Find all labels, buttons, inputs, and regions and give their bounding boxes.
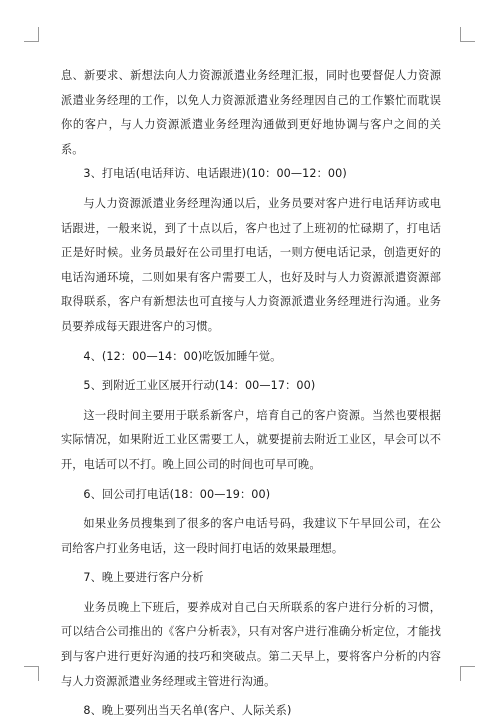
- section-heading-4: 4、(12：00—14：00)吃饭加睡午觉。: [83, 349, 282, 363]
- section-heading-7: 7、晚上要进行客户分析: [83, 571, 204, 585]
- section-heading-5: 5、到附近工业区展开行动(14：00—17：00): [83, 379, 316, 393]
- crop-mark-top-left: [24, 27, 39, 42]
- paragraph-client-analysis: 业务员晚上下班后，要养成对自己白天所联系的客户进行分析的习惯，可以结合公司推出的《客户分析表》，只有对客户进行准确分析定位，才能找到与客户进行更好沟通的技巧和突破点。第二天早上，要将客户分析的内容与人力资源派遣业务经理或主管进行沟通。: [61, 600, 441, 688]
- document-body: [61, 64, 441, 724]
- crop-mark-bottom-right: [460, 666, 475, 681]
- section-heading-6: 6、回公司打电话(18：00—19：00): [83, 487, 271, 501]
- paragraph-office-calls: 如果业务员搜集到了很多的客户电话号码，我建议下午早回公司，在公司给客户打业务电话，这一段时间打电话的效果最理想。: [61, 517, 441, 555]
- paragraph-phone-visit: 与人力资源派遣业务经理沟通以后，业务员要对客户进行电话拜访或电话跟进，一般来说，到了十点以后，客户也过了上班初的忙碌期了，打电话正是好时候。业务员最好在公司里打电话，一则方便电话记录，创造更好的电话沟通环境，二则如果有客户需要工人，也好及时与人力资源派遣资源部取得联系，客户有新想法也可直接与人力资源派遣业务经理进行沟通。业务员要养成每天跟进客户的习惯。: [61, 196, 441, 333]
- paragraph-continuation: 息、新要求、新想法向人力资源派遣业务经理汇报，同时也要督促人力资源派遣业务经理的工作，以免人力资源派遣业务经理因自己的工作繁忙而耽误你的客户，与人力资源派遣业务经理沟通做到更好地协调与客户之间的关系。: [61, 69, 441, 156]
- section-heading-8: 8、晚上要列出当天名单(客户、人际关系): [83, 704, 292, 718]
- section-heading-3: 3、打电话(电话拜访、电话跟进)(10：00—12：00): [83, 167, 347, 181]
- crop-mark-bottom-left: [24, 666, 39, 681]
- crop-mark-top-right: [460, 27, 475, 42]
- paragraph-industrial-zone: 这一段时间主要用于联系新客户，培育自己的客户资源。当然也要根据实际情况，如果附近工业区需要工人，就要提前去附近工业区，早会可以不开，电话可以不打。晚上回公司的时间也可早可晚。: [61, 408, 441, 471]
